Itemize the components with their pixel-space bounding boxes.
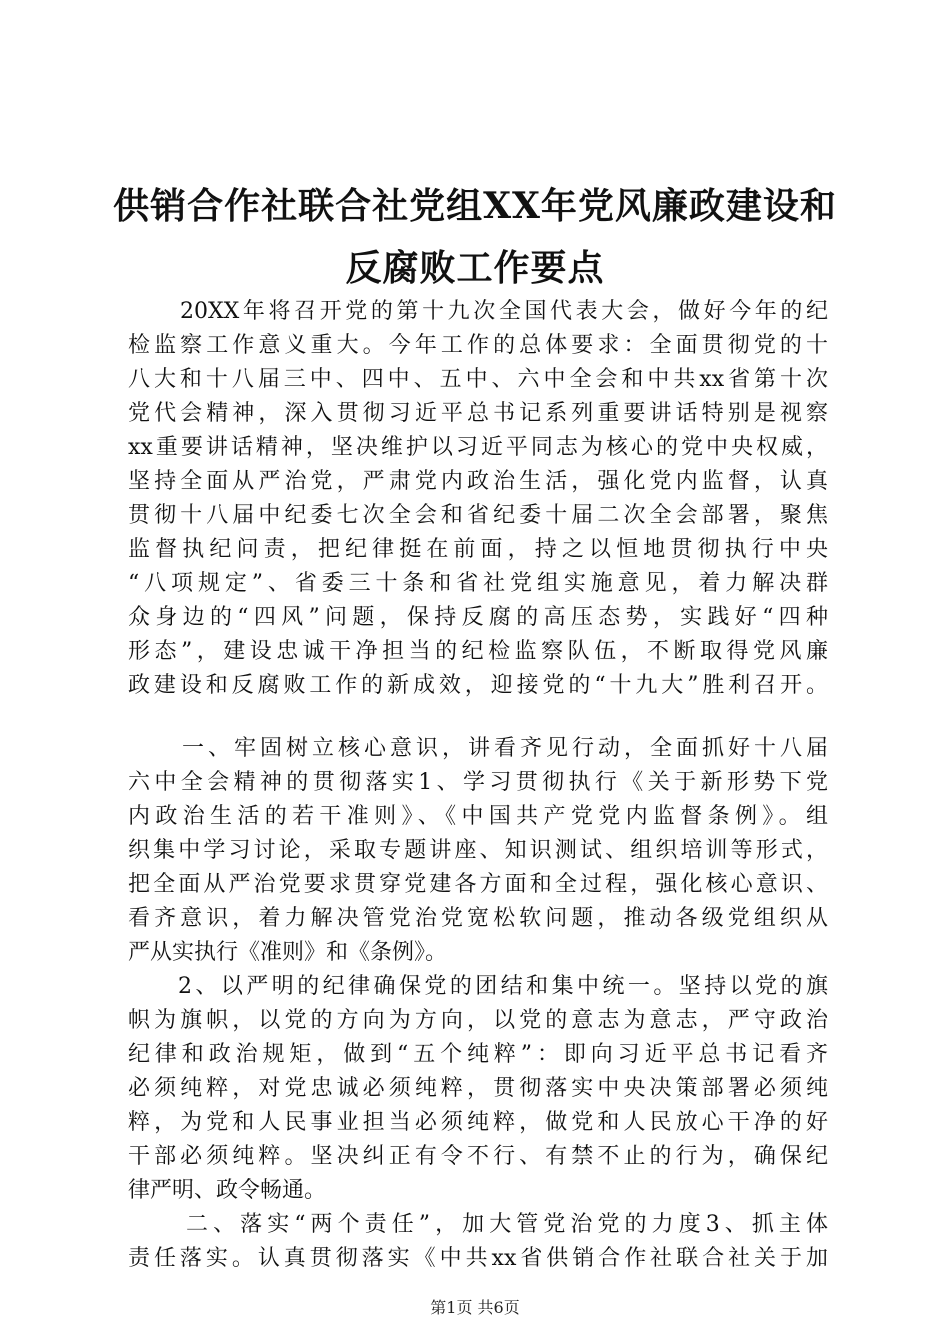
page-footer: 第1页 共6页	[430, 1298, 520, 1317]
body-line: 把全面从严治党要求贯穿党建各方面和全过程，强化核心意识、	[128, 872, 828, 897]
body-line: 坚持全面从严治党，严肃党内政治生活，强化党内监督，认真	[128, 469, 828, 494]
body-line: 粹，为党和人民事业担当必须纯粹，做党和人民放心干净的好	[128, 1110, 828, 1135]
body-line: 干部必须纯粹。坚决纠正有令不行、有禁不止的行为，确保纪	[128, 1144, 828, 1169]
body-line: 二、落实“两个责任”，加大管党治党的力度3、抓主体	[186, 1212, 828, 1237]
body-line: 织集中学习讨论，采取专题讲座、知识测试、组织培训等形式，	[128, 838, 828, 863]
body-line: 严从实执行《准则》和《条例》。	[128, 940, 448, 965]
body-line: 检监察工作意义重大。今年工作的总体要求：全面贯彻党的十	[128, 333, 828, 358]
body-line: 六中全会精神的贯彻落实1、学习贯彻执行《关于新形势下党	[128, 770, 828, 795]
body-line: 看齐意识，着力解决管党治党宽松软问题，推动各级党组织从	[128, 906, 828, 931]
body-line: 政建设和反腐败工作的新成效，迎接党的“十九大”胜利召开。	[128, 673, 828, 698]
body-line: 内政治生活的若干准则》、《中国共产党党内监督条例》。组	[128, 804, 828, 829]
body-line: 监督执纪问责，把纪律挺在前面，持之以恒地贯彻执行中央	[128, 537, 828, 562]
body-line: 党代会精神，深入贯彻习近平总书记系列重要讲话特别是视察	[128, 401, 828, 426]
body-line: 20XX年将召开党的第十九次全国代表大会，做好今年的纪	[180, 299, 828, 324]
document-title-line-2: 反腐败工作要点	[345, 247, 605, 289]
body-line: 纪律和政治规矩，做到“五个纯粹”：即向习近平总书记看齐	[128, 1042, 828, 1067]
body-line: 2、以严明的纪律确保党的团结和集中统一。坚持以党的旗	[178, 974, 828, 999]
body-line: 律严明、政令畅通。	[128, 1178, 327, 1203]
body-line: “八项规定”、省委三十条和省社党组实施意见，着力解决群	[128, 571, 828, 596]
body-line: 责任落实。认真贯彻落实《中共xx省供销合作社联合社关于加	[128, 1246, 828, 1271]
body-line: xx重要讲话精神，坚决维护以习近平同志为核心的党中央权威，	[128, 435, 828, 460]
body-line: 八大和十八届三中、四中、五中、六中全会和中共xx省第十次	[128, 367, 828, 392]
body-line: 贯彻十八届中纪委七次全会和省纪委十届二次全会部署，聚焦	[128, 503, 828, 528]
body-line: 帜为旗帜，以党的方向为方向，以党的意志为意志，严守政治	[128, 1008, 828, 1033]
body-line: 必须纯粹，对党忠诚必须纯粹，贯彻落实中央决策部署必须纯	[128, 1076, 828, 1101]
body-line: 形态”，建设忠诚干净担当的纪检监察队伍，不断取得党风廉	[128, 639, 828, 664]
document-title-line-1: 供销合作社联合社党组XX年党风廉政建设和	[113, 185, 837, 227]
body-line: 众身边的“四风”问题，保持反腐的高压态势，实践好“四种	[128, 605, 828, 630]
body-line: 一、牢固树立核心意识，讲看齐见行动，全面抓好十八届	[182, 736, 828, 761]
